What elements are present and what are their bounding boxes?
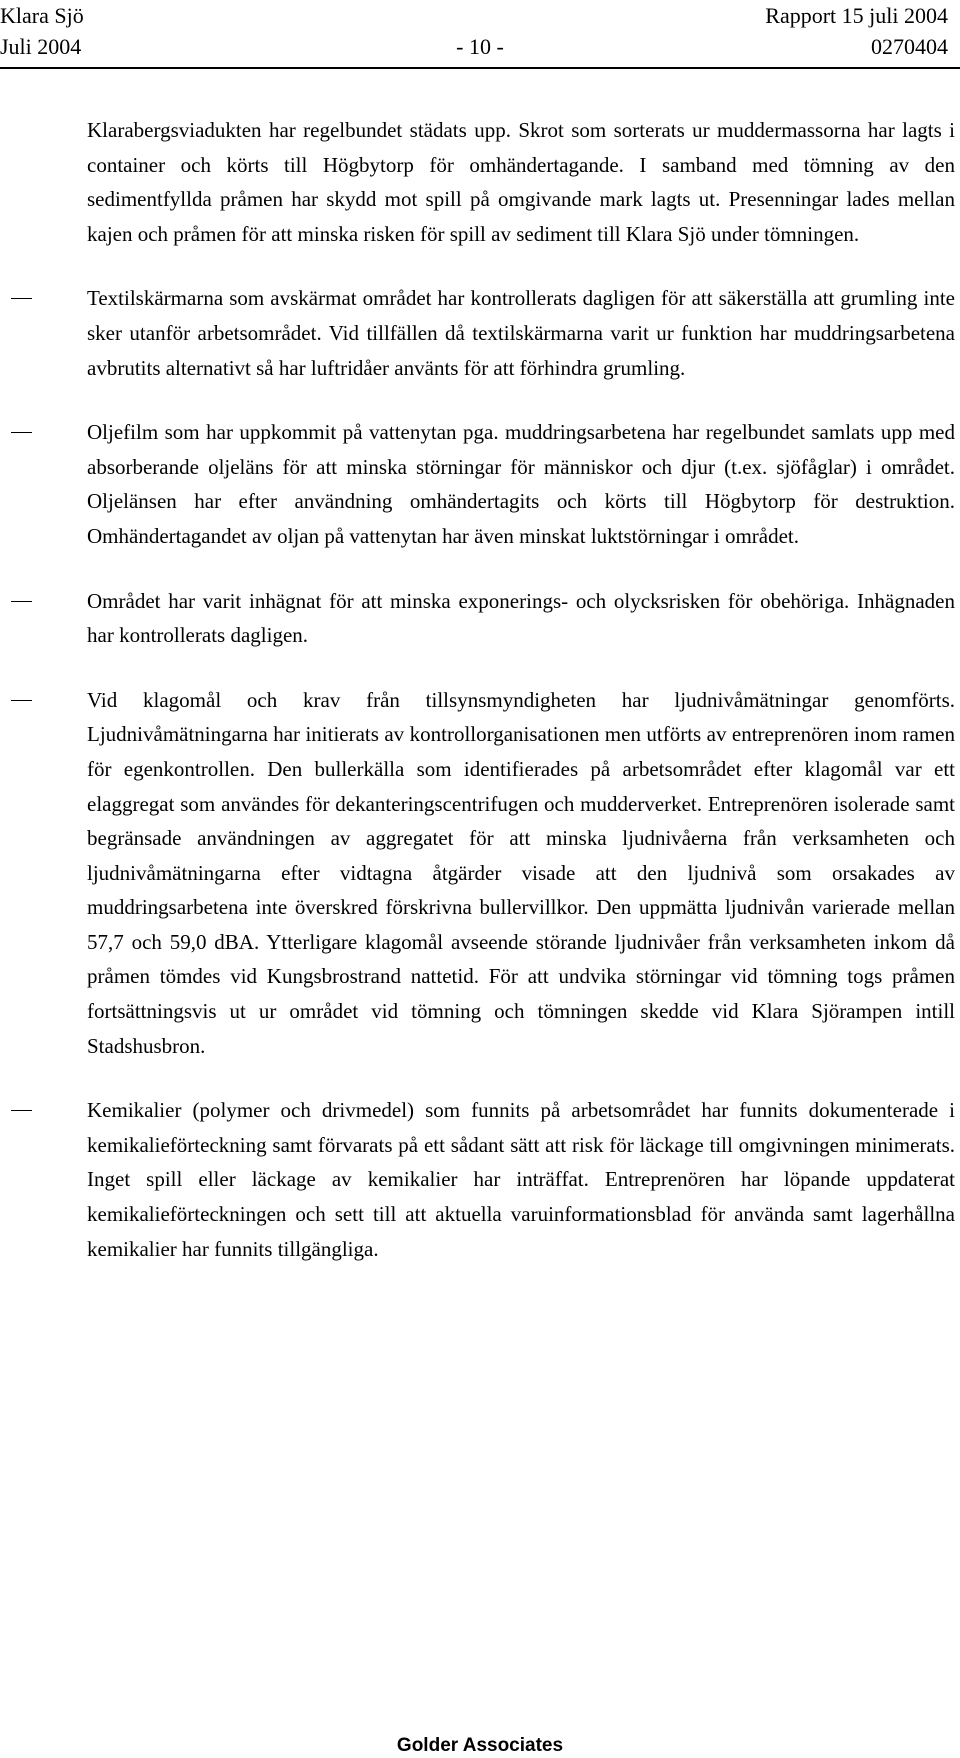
header-divider xyxy=(0,67,960,69)
bullet-item-oil-film xyxy=(87,415,955,553)
bullet-text: Kemikalier (polymer och drivmedel) som funnits på arbetsområdet har funnits dokumenterade i kemikalieförteckning samt förvarats på ett sådant sätt att risk för läckage till omgivningen minimerats. Inget spill eller läckage av kemikalier har inträffat. Entreprenören har löpande uppdaterat kemikalieförteckningen och sett till att aktuella varuinformationsblad för använda samt lagerhållna kemikalier har funnits tillgängliga. xyxy=(87,1098,955,1261)
header-project: Klara Sjö xyxy=(0,3,84,28)
intro-paragraph: Klarabergsviadukten har regelbundet städats upp. Skrot som sorterats ur muddermassorna har lagts i container och körts till Högbytorp för omhändertagande. I samband med tömning av den sedimentfyllda pråmen har skydd mot spill på omgivande mark lagts ut. Presenningar lades mellan kajen och pråmen för att minska risken för spill av sediment till Klara Sjö under tömningen. xyxy=(87,118,955,246)
dash-bullet-icon xyxy=(11,432,32,433)
bullet-text: Oljefilm som har uppkommit på vattenytan pga. muddringsarbetena har regelbundet samlats upp med absorberande oljeläns för att minska störningar för människor och djur (t.ex. sjöfåglar) i området. Oljelänsen har efter användning omhändertagits och körts till Högbytorp för destruktion. Omhändertagandet av oljan på vattenytan har även minskat luktstörningar i området. xyxy=(87,420,955,548)
header-page-number: - 10 - xyxy=(456,34,504,59)
bullet-item-fencing xyxy=(87,584,955,653)
header-reference: 0270404 xyxy=(871,34,948,59)
header-report: Rapport 15 juli 2004 xyxy=(765,3,948,28)
header-row-top xyxy=(0,0,960,31)
page-footer-company: Golder Associates xyxy=(396,1735,564,1756)
bullet-item-textile-screens xyxy=(87,281,955,385)
dash-bullet-icon xyxy=(11,601,32,602)
bullet-item-noise-measurements xyxy=(87,683,955,1064)
bullet-item-chemicals xyxy=(87,1093,955,1266)
bullet-text: Vid klagomål och krav från tillsynsmyndigheten har ljudnivåmätningar genomförts. Ljudnivåmätningarna har initierats av kontrollorganisationen men utförts av entreprenören inom ramen för egenkontrollen. Den bullerkälla som identifierades på arbetsområdet efter klagomål var ett elaggregat som användes för dekanteringscentrifugen och mudderverket. Entreprenören isolerade samt begränsade användningen av aggregatet för att minska ljudnivåerna från verksamheten och ljudnivåmätningarna efter vidtagna åtgärder visade att den ljudnivå som orsakades av muddringsarbetena inte överskred förskrivna bullervillkor. Den uppmätta ljudnivån varierade mellan 57,7 och 59,0 dBA. Ytterligare klagomål avseende störande ljudnivåer från verksamheten inkom då pråmen tömdes vid Kungsbrostrand nattetid. För att undvika störningar vid tömning togs pråmen fortsättningsvis ut ur området vid tömning och tömningen skedde vid Klara Sjörampen intill Stadshusbron. xyxy=(87,687,955,1058)
bullet-text: Området har varit inhägnat för att minska exponerings- och olycksrisken för obehöriga. Inhägnaden har kontrollerats dagligen. xyxy=(87,588,955,648)
header-row-bottom xyxy=(0,31,960,62)
bullet-text: Textilskärmarna som avskärmat området har kontrollerats dagligen för att säkerställa att grumling inte sker utanför arbetsområdet. Vid tillfällen då textilskärmarna varit ur funktion har muddringsarbetena avbrutits alternativt så har luftridåer använts för att förhindra grumling. xyxy=(87,286,955,380)
dash-bullet-icon xyxy=(11,1110,32,1111)
dash-bullet-icon xyxy=(11,700,32,701)
document-body xyxy=(87,113,955,1296)
page-header xyxy=(0,0,960,62)
header-date: Juli 2004 xyxy=(0,34,82,59)
dash-bullet-icon xyxy=(11,298,32,299)
